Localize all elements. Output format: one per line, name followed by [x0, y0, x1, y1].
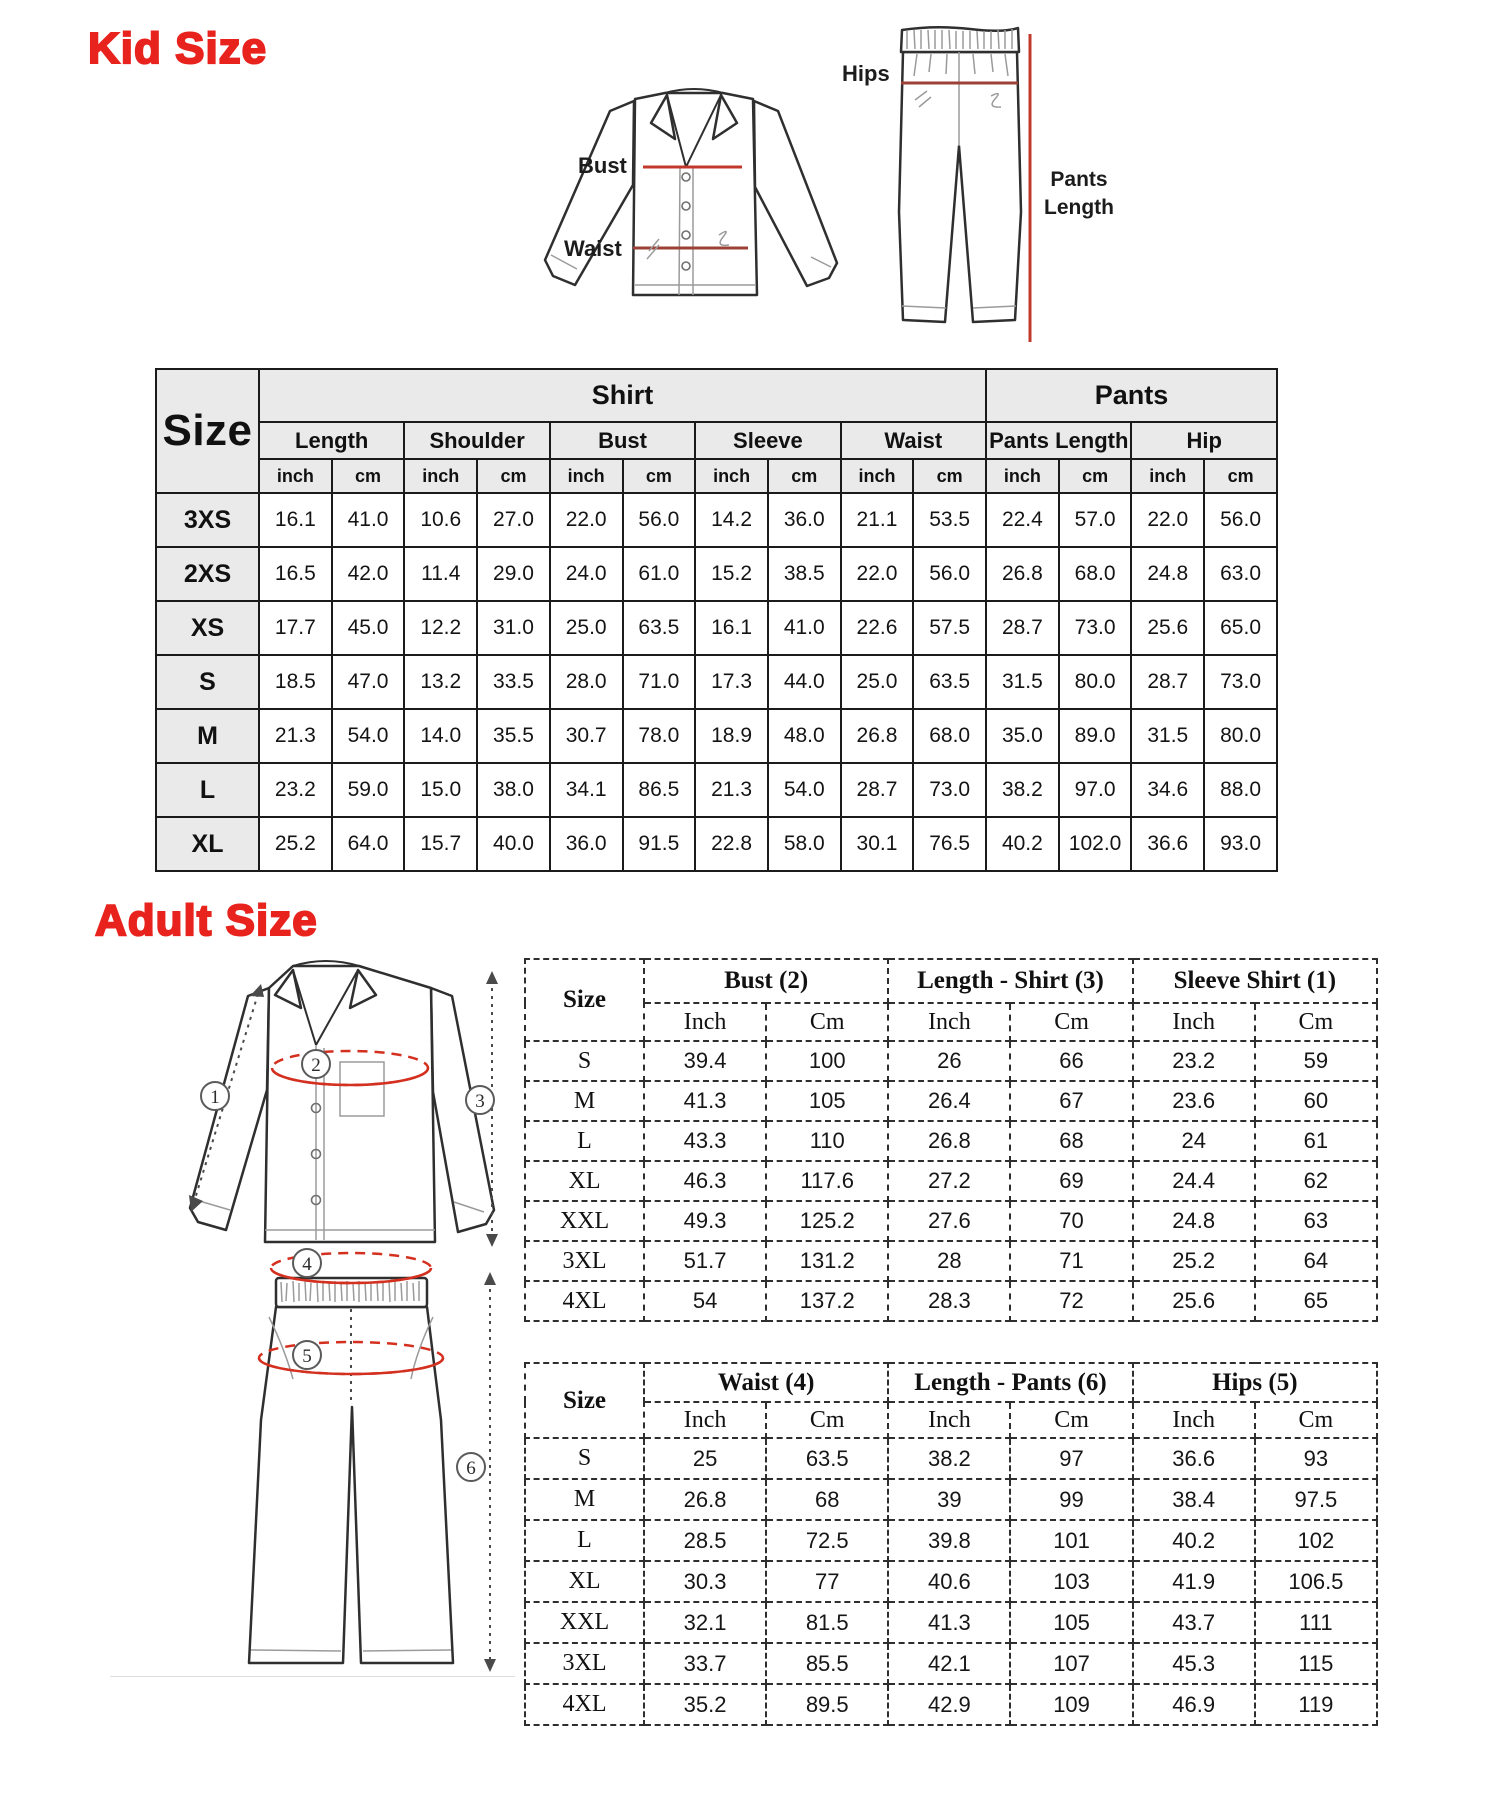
cell-value: 73.0 — [913, 763, 986, 817]
cell-value: 57.5 — [913, 601, 986, 655]
kid-shirt-right-sleeve — [754, 101, 837, 286]
unit-inch: Inch — [1133, 1003, 1255, 1041]
cell-value: 27.2 — [888, 1161, 1010, 1201]
callout-6: 6 — [466, 1458, 476, 1479]
cell-value: 25.0 — [550, 601, 623, 655]
cell-value: 35.0 — [986, 709, 1059, 763]
cell-value: 59.0 — [332, 763, 405, 817]
cell-value: 88.0 — [1204, 763, 1277, 817]
cell-value: 100 — [766, 1041, 888, 1081]
unit-cm: cm — [332, 459, 405, 493]
cell-value: 105 — [766, 1081, 888, 1121]
unit-inch: inch — [550, 459, 623, 493]
cell-value: 63.5 — [766, 1438, 888, 1479]
cell-value: 56.0 — [913, 547, 986, 601]
cell-value: 25.6 — [1131, 601, 1204, 655]
size-label: L — [525, 1520, 644, 1561]
unit-inch: Inch — [644, 1402, 766, 1438]
kid-bust-label: Bust — [578, 153, 627, 178]
cell-value: 38.5 — [768, 547, 841, 601]
adult-shirt-diagram — [150, 950, 520, 1260]
unit-cm: Cm — [1010, 1003, 1132, 1041]
cell-value: 131.2 — [766, 1241, 888, 1281]
adult-pants-table-row — [525, 1602, 1377, 1643]
kid-pants-body — [899, 52, 1021, 322]
cell-value: 46.3 — [644, 1161, 766, 1201]
size-label: XXL — [525, 1602, 644, 1643]
adult-shirt-left-sleeve — [190, 988, 269, 1230]
cell-value: 28.7 — [841, 763, 914, 817]
kid-size-title: Kid Size — [88, 24, 268, 73]
callout-2: 2 — [311, 1055, 321, 1076]
cell-value: 33.7 — [644, 1643, 766, 1684]
image-edge-artifact — [110, 1676, 515, 1677]
cell-value: 31.5 — [1131, 709, 1204, 763]
cell-value: 42.9 — [888, 1684, 1010, 1725]
adult-col-waist: Waist (4) — [644, 1363, 888, 1402]
cell-value: 21.1 — [841, 493, 914, 547]
cell-value: 38.2 — [888, 1438, 1010, 1479]
cell-value: 11.4 — [404, 547, 477, 601]
unit-inch: inch — [259, 459, 332, 493]
cell-value: 38.4 — [1133, 1479, 1255, 1520]
kid-shirt-diagram — [515, 85, 845, 307]
cell-value: 15.2 — [695, 547, 768, 601]
adult-col-length-shirt: Length - Shirt (3) — [888, 959, 1132, 1003]
cell-value: 16.1 — [695, 601, 768, 655]
cell-value: 85.5 — [766, 1643, 888, 1684]
cell-value: 48.0 — [768, 709, 841, 763]
cell-value: 18.5 — [259, 655, 332, 709]
cell-value: 41.0 — [768, 601, 841, 655]
size-label: M — [525, 1479, 644, 1520]
adult-pants-corner: Size — [525, 1363, 644, 1438]
cell-value: 78.0 — [623, 709, 696, 763]
size-label: XL — [156, 817, 259, 871]
cell-value: 64.0 — [332, 817, 405, 871]
cell-value: 89.0 — [1059, 709, 1132, 763]
cell-value: 39.8 — [888, 1520, 1010, 1561]
kid-col-sleeve: Sleeve — [695, 422, 840, 459]
size-label: 3XL — [525, 1241, 644, 1281]
cell-value: 115 — [1255, 1643, 1377, 1684]
unit-cm: cm — [477, 459, 550, 493]
cell-value: 54.0 — [768, 763, 841, 817]
cell-value: 17.7 — [259, 601, 332, 655]
cell-value: 110 — [766, 1121, 888, 1161]
kid-col-pants-length: Pants Length — [986, 422, 1131, 459]
callout-1: 1 — [210, 1087, 220, 1108]
kid-table-row — [156, 763, 1277, 817]
size-label: XL — [525, 1161, 644, 1201]
cell-value: 24.8 — [1131, 547, 1204, 601]
cell-value: 67 — [1010, 1081, 1132, 1121]
adult-shirt-table-row — [525, 1041, 1377, 1081]
adult-shirt-size-table — [524, 958, 1378, 1322]
size-label: 2XS — [156, 547, 259, 601]
adult-pants-table-row — [525, 1643, 1377, 1684]
cell-value: 36.0 — [550, 817, 623, 871]
cell-value: 77 — [766, 1561, 888, 1602]
cell-value: 34.1 — [550, 763, 623, 817]
size-label: XXL — [525, 1201, 644, 1241]
unit-cm: cm — [913, 459, 986, 493]
cell-value: 26.4 — [888, 1081, 1010, 1121]
kid-table-row — [156, 709, 1277, 763]
unit-cm: Cm — [1255, 1402, 1377, 1438]
cell-value: 68.0 — [1059, 547, 1132, 601]
cell-value: 73.0 — [1204, 655, 1277, 709]
cell-value: 17.3 — [695, 655, 768, 709]
cell-value: 41.3 — [644, 1081, 766, 1121]
cell-value: 28 — [888, 1241, 1010, 1281]
kid-table-group-pants: Pants — [986, 369, 1277, 422]
cell-value: 68.0 — [913, 709, 986, 763]
cell-value: 22.0 — [841, 547, 914, 601]
cell-value: 39.4 — [644, 1041, 766, 1081]
kid-pants-length-label: Pants Length — [1044, 168, 1114, 220]
cell-value: 56.0 — [623, 493, 696, 547]
cell-value: 24.0 — [550, 547, 623, 601]
cell-value: 63.0 — [1204, 547, 1277, 601]
unit-cm: Cm — [1010, 1402, 1132, 1438]
kid-table-row — [156, 601, 1277, 655]
cell-value: 26.8 — [986, 547, 1059, 601]
cell-value: 76.5 — [913, 817, 986, 871]
cell-value: 28.5 — [644, 1520, 766, 1561]
cell-value: 22.0 — [550, 493, 623, 547]
cell-value: 15.0 — [404, 763, 477, 817]
cell-value: 16.5 — [259, 547, 332, 601]
cell-value: 39 — [888, 1479, 1010, 1520]
adult-shirt-table-row — [525, 1161, 1377, 1201]
size-label: 3XL — [525, 1643, 644, 1684]
cell-value: 26.8 — [888, 1121, 1010, 1161]
cell-value: 80.0 — [1059, 655, 1132, 709]
cell-value: 62 — [1255, 1161, 1377, 1201]
adult-pants-table-row — [525, 1684, 1377, 1725]
cell-value: 117.6 — [766, 1161, 888, 1201]
unit-inch: Inch — [888, 1402, 1010, 1438]
cell-value: 12.2 — [404, 601, 477, 655]
unit-inch: inch — [986, 459, 1059, 493]
cell-value: 22.8 — [695, 817, 768, 871]
adult-shirt-table-row — [525, 1281, 1377, 1321]
kid-pants-diagram — [895, 22, 1055, 352]
unit-inch: Inch — [888, 1003, 1010, 1041]
adult-size-title: Adult Size — [95, 896, 318, 945]
adult-col-hips: Hips (5) — [1133, 1363, 1377, 1402]
cell-value: 27.6 — [888, 1201, 1010, 1241]
kid-col-waist: Waist — [841, 422, 986, 459]
adult-pants-size-table — [524, 1362, 1378, 1726]
cell-value: 23.6 — [1133, 1081, 1255, 1121]
cell-value: 59 — [1255, 1041, 1377, 1081]
cell-value: 22.6 — [841, 601, 914, 655]
cell-value: 47.0 — [332, 655, 405, 709]
cell-value: 28.0 — [550, 655, 623, 709]
cell-value: 30.1 — [841, 817, 914, 871]
cell-value: 32.1 — [644, 1602, 766, 1643]
cell-value: 61 — [1255, 1121, 1377, 1161]
cell-value: 119 — [1255, 1684, 1377, 1725]
cell-value: 21.3 — [259, 709, 332, 763]
cell-value: 107 — [1010, 1643, 1132, 1684]
cell-value: 91.5 — [623, 817, 696, 871]
kid-table-row — [156, 493, 1277, 547]
cell-value: 97.5 — [1255, 1479, 1377, 1520]
cell-value: 44.0 — [768, 655, 841, 709]
unit-cm: Cm — [766, 1003, 888, 1041]
cell-value: 38.0 — [477, 763, 550, 817]
size-label: S — [156, 655, 259, 709]
size-label: S — [525, 1041, 644, 1081]
size-label: XS — [156, 601, 259, 655]
cell-value: 93.0 — [1204, 817, 1277, 871]
cell-value: 25.2 — [259, 817, 332, 871]
cell-value: 34.6 — [1131, 763, 1204, 817]
cell-value: 22.0 — [1131, 493, 1204, 547]
cell-value: 125.2 — [766, 1201, 888, 1241]
cell-value: 53.5 — [913, 493, 986, 547]
unit-cm: Cm — [1255, 1003, 1377, 1041]
cell-value: 105 — [1010, 1602, 1132, 1643]
cell-value: 68 — [1010, 1121, 1132, 1161]
kid-table-row — [156, 817, 1277, 871]
cell-value: 25.2 — [1133, 1241, 1255, 1281]
cell-value: 40.6 — [888, 1561, 1010, 1602]
size-label: L — [525, 1121, 644, 1161]
unit-inch: inch — [404, 459, 477, 493]
cell-value: 35.5 — [477, 709, 550, 763]
adult-shirt-table-row — [525, 1201, 1377, 1241]
kid-table-group-shirt: Shirt — [259, 369, 986, 422]
cell-value: 26.8 — [841, 709, 914, 763]
cell-value: 99 — [1010, 1479, 1132, 1520]
cell-value: 22.4 — [986, 493, 1059, 547]
cell-value: 61.0 — [623, 547, 696, 601]
size-label: XL — [525, 1561, 644, 1602]
cell-value: 64 — [1255, 1241, 1377, 1281]
cell-value: 35.2 — [644, 1684, 766, 1725]
cell-value: 58.0 — [768, 817, 841, 871]
cell-value: 72 — [1010, 1281, 1132, 1321]
cell-value: 42.0 — [332, 547, 405, 601]
cell-value: 111 — [1255, 1602, 1377, 1643]
adult-pants-diagram — [185, 1245, 515, 1685]
cell-value: 45.3 — [1133, 1643, 1255, 1684]
cell-value: 10.6 — [404, 493, 477, 547]
unit-inch: Inch — [644, 1003, 766, 1041]
unit-cm: cm — [1204, 459, 1277, 493]
kid-col-hip: Hip — [1131, 422, 1277, 459]
kid-hips-label: Hips — [842, 61, 890, 86]
cell-value: 14.0 — [404, 709, 477, 763]
cell-value: 40.2 — [1133, 1520, 1255, 1561]
unit-cm: cm — [623, 459, 696, 493]
cell-value: 31.0 — [477, 601, 550, 655]
cell-value: 26.8 — [644, 1479, 766, 1520]
kid-col-length: Length — [259, 422, 404, 459]
cell-value: 109 — [1010, 1684, 1132, 1725]
cell-value: 71 — [1010, 1241, 1132, 1281]
cell-value: 27.0 — [477, 493, 550, 547]
cell-value: 102.0 — [1059, 817, 1132, 871]
cell-value: 21.3 — [695, 763, 768, 817]
cell-value: 36.0 — [768, 493, 841, 547]
size-label: M — [525, 1081, 644, 1121]
cell-value: 101 — [1010, 1520, 1132, 1561]
unit-cm: cm — [1059, 459, 1132, 493]
size-label: L — [156, 763, 259, 817]
unit-inch: inch — [841, 459, 914, 493]
adult-pants-table-row — [525, 1438, 1377, 1479]
cell-value: 97 — [1010, 1438, 1132, 1479]
unit-inch: inch — [695, 459, 768, 493]
cell-value: 102 — [1255, 1520, 1377, 1561]
cell-value: 29.0 — [477, 547, 550, 601]
cell-value: 46.9 — [1133, 1684, 1255, 1725]
adult-shirt-corner: Size — [525, 959, 644, 1041]
cell-value: 65 — [1255, 1281, 1377, 1321]
cell-value: 41.3 — [888, 1602, 1010, 1643]
kid-size-table — [155, 368, 1278, 872]
cell-value: 54 — [644, 1281, 766, 1321]
cell-value: 25.6 — [1133, 1281, 1255, 1321]
cell-value: 81.5 — [766, 1602, 888, 1643]
cell-value: 23.2 — [1133, 1041, 1255, 1081]
adult-pants-table-row — [525, 1561, 1377, 1602]
cell-value: 72.5 — [766, 1520, 888, 1561]
cell-value: 43.3 — [644, 1121, 766, 1161]
cell-value: 86.5 — [623, 763, 696, 817]
callout-4: 4 — [302, 1254, 312, 1275]
cell-value: 137.2 — [766, 1281, 888, 1321]
cell-value: 40.2 — [986, 817, 1059, 871]
size-label: 4XL — [525, 1684, 644, 1725]
kid-waist-label: Waist — [564, 236, 622, 261]
cell-value: 30.7 — [550, 709, 623, 763]
cell-value: 60 — [1255, 1081, 1377, 1121]
cell-value: 40.0 — [477, 817, 550, 871]
size-label: M — [156, 709, 259, 763]
callout-5: 5 — [302, 1346, 312, 1367]
adult-col-bust: Bust (2) — [644, 959, 888, 1003]
adult-shirt-table-row — [525, 1241, 1377, 1281]
cell-value: 56.0 — [1204, 493, 1277, 547]
unit-cm: cm — [768, 459, 841, 493]
cell-value: 14.2 — [695, 493, 768, 547]
cell-value: 70 — [1010, 1201, 1132, 1241]
adult-pants-table-row — [525, 1520, 1377, 1561]
cell-value: 30.3 — [644, 1561, 766, 1602]
cell-value: 63.5 — [913, 655, 986, 709]
cell-value: 15.7 — [404, 817, 477, 871]
cell-value: 33.5 — [477, 655, 550, 709]
cell-value: 28.3 — [888, 1281, 1010, 1321]
cell-value: 18.9 — [695, 709, 768, 763]
cell-value: 106.5 — [1255, 1561, 1377, 1602]
cell-value: 71.0 — [623, 655, 696, 709]
callout-3: 3 — [475, 1091, 485, 1112]
kid-pants-waistband — [901, 27, 1019, 52]
cell-value: 63.5 — [623, 601, 696, 655]
cell-value: 73.0 — [1059, 601, 1132, 655]
cell-value: 93 — [1255, 1438, 1377, 1479]
cell-value: 36.6 — [1133, 1438, 1255, 1479]
cell-value: 63 — [1255, 1201, 1377, 1241]
cell-value: 28.7 — [986, 601, 1059, 655]
cell-value: 68 — [766, 1479, 888, 1520]
cell-value: 66 — [1010, 1041, 1132, 1081]
cell-value: 28.7 — [1131, 655, 1204, 709]
cell-value: 41.9 — [1133, 1561, 1255, 1602]
cell-value: 89.5 — [766, 1684, 888, 1725]
cell-value: 24.4 — [1133, 1161, 1255, 1201]
kid-table-row — [156, 547, 1277, 601]
adult-shirt-table-row — [525, 1081, 1377, 1121]
cell-value: 69 — [1010, 1161, 1132, 1201]
cell-value: 24 — [1133, 1121, 1255, 1161]
cell-value: 65.0 — [1204, 601, 1277, 655]
cell-value: 26 — [888, 1041, 1010, 1081]
cell-value: 51.7 — [644, 1241, 766, 1281]
size-label: 3XS — [156, 493, 259, 547]
cell-value: 24.8 — [1133, 1201, 1255, 1241]
kid-table-corner: Size — [156, 369, 259, 493]
size-label: 4XL — [525, 1281, 644, 1321]
unit-inch: inch — [1131, 459, 1204, 493]
cell-value: 80.0 — [1204, 709, 1277, 763]
cell-value: 57.0 — [1059, 493, 1132, 547]
cell-value: 38.2 — [986, 763, 1059, 817]
adult-col-sleeve-shirt: Sleeve Shirt (1) — [1133, 959, 1377, 1003]
cell-value: 13.2 — [404, 655, 477, 709]
size-label: S — [525, 1438, 644, 1479]
cell-value: 45.0 — [332, 601, 405, 655]
unit-cm: Cm — [766, 1402, 888, 1438]
cell-value: 54.0 — [332, 709, 405, 763]
cell-value: 36.6 — [1131, 817, 1204, 871]
cell-value: 41.0 — [332, 493, 405, 547]
adult-shirt-table-row — [525, 1121, 1377, 1161]
adult-col-length-pants: Length - Pants (6) — [888, 1363, 1132, 1402]
cell-value: 42.1 — [888, 1643, 1010, 1684]
kid-table-row — [156, 655, 1277, 709]
cell-value: 97.0 — [1059, 763, 1132, 817]
adult-pants-table-row — [525, 1479, 1377, 1520]
unit-inch: Inch — [1133, 1402, 1255, 1438]
cell-value: 103 — [1010, 1561, 1132, 1602]
kid-col-bust: Bust — [550, 422, 695, 459]
cell-value: 16.1 — [259, 493, 332, 547]
adult-pants-body — [249, 1307, 453, 1663]
cell-value: 25.0 — [841, 655, 914, 709]
cell-value: 31.5 — [986, 655, 1059, 709]
cell-value: 23.2 — [259, 763, 332, 817]
cell-value: 49.3 — [644, 1201, 766, 1241]
kid-col-shoulder: Shoulder — [404, 422, 549, 459]
cell-value: 43.7 — [1133, 1602, 1255, 1643]
cell-value: 25 — [644, 1438, 766, 1479]
